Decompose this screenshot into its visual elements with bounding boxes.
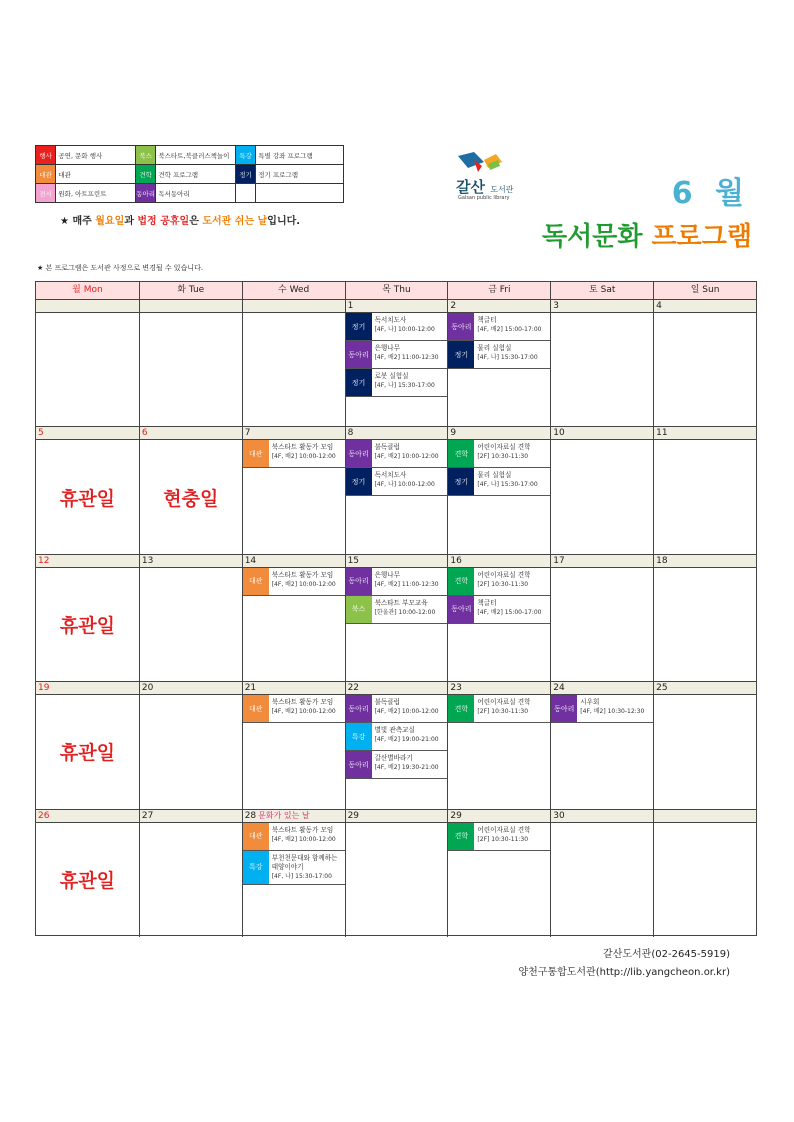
day-number: 29: [346, 810, 448, 823]
legend-badge: 견학: [135, 165, 155, 184]
contact-website: 양천구통합도서관(http://lib.yangcheon.or.kr): [518, 967, 730, 978]
event-title: 별빛 관측교실: [374, 726, 415, 735]
event-type-badge: 북스: [346, 596, 372, 623]
event-type-badge: 정기: [346, 313, 372, 340]
event-body: [474, 440, 530, 467]
legend-badge: 정기: [235, 165, 255, 184]
event-item: [448, 568, 550, 596]
notice-and: 과: [124, 216, 138, 227]
event-info: [4F, 배2] 15:00-17:00: [477, 326, 542, 333]
event-title: 물리 실험실: [477, 471, 512, 480]
event-body: [269, 440, 336, 467]
event-type-badge: 동아리: [346, 440, 372, 467]
event-type-badge: 견학: [448, 823, 474, 850]
event-body: [372, 596, 436, 623]
event-type-badge: 정기: [448, 468, 474, 495]
holiday-label: 휴관일: [59, 742, 115, 765]
event-info: [4F, 배2] 10:00-12:00: [271, 580, 336, 588]
day-number: 23: [448, 682, 550, 695]
day-cell: [36, 300, 139, 426]
event-title: 북스타트 활동가 모임: [271, 570, 334, 579]
event-title: 어린이자료실 견학: [477, 698, 531, 707]
day-number: 20: [140, 682, 242, 695]
event-item: [243, 440, 345, 468]
event-item: [448, 440, 550, 468]
event-title: 부천천문대와 함께하는: [271, 853, 338, 862]
event-title: 북스타트 활동가 모임: [271, 825, 334, 834]
event-info: [4F, 배2] 10:30-12:30: [580, 708, 645, 716]
weekday-header: 수 Wed: [242, 282, 345, 299]
legend-row: [36, 165, 344, 184]
event-type-badge: 대관: [243, 823, 269, 850]
event-type-badge: 동아리: [346, 341, 372, 368]
event-title: 북스타트 부모교육: [374, 598, 428, 607]
event-body: [474, 341, 537, 368]
legend-badge: 특강: [235, 146, 255, 165]
day-number: 24: [551, 682, 653, 695]
event-item: [448, 341, 550, 369]
logo-english: Galsan public library: [458, 195, 510, 201]
holiday-label: 현충일: [163, 487, 219, 510]
event-item: [448, 596, 550, 624]
event-info: [4F, 배2] 10:00-12:00: [271, 708, 336, 716]
notice-closed-day: 도서관 쉬는 날: [202, 216, 268, 227]
day-cell: [139, 555, 242, 681]
holiday-label: 휴관일: [59, 487, 115, 510]
day-cell: [36, 682, 139, 808]
event-type-badge: 대관: [243, 695, 269, 722]
week-row: [36, 810, 756, 937]
day-cell: [345, 300, 448, 426]
legend-text: 대관: [56, 165, 136, 184]
event-title: 물리 실험실: [477, 344, 512, 352]
day-cell: [550, 810, 653, 937]
event-type-badge: 동아리: [346, 695, 372, 722]
event-type-badge: 견학: [448, 568, 474, 595]
event-item: [243, 568, 345, 596]
event-body: [269, 851, 338, 884]
event-type-badge: 동아리: [346, 751, 372, 778]
legend-badge: [235, 184, 255, 203]
day-cell: [242, 555, 345, 681]
notice-prefix: ★ 매주: [60, 216, 96, 227]
event-type-badge: 동아리: [551, 695, 577, 722]
event-title: 어린이자료실 견학: [477, 443, 531, 452]
legend-badge: 대관: [36, 165, 56, 184]
day-number: 11: [654, 427, 756, 440]
day-cell: [447, 682, 550, 808]
event-title: 불독클럽: [374, 698, 401, 707]
holiday-label: 휴관일: [59, 614, 115, 637]
event-body: [474, 823, 530, 850]
event-type-badge: 대관: [243, 568, 269, 595]
day-cell: [139, 810, 242, 937]
event-item: [243, 695, 345, 723]
event-item: [551, 695, 653, 723]
day-cell: [36, 427, 139, 553]
event-item: [346, 695, 448, 723]
event-body: [474, 568, 530, 595]
event-title: 독서치도사: [374, 316, 407, 324]
event-type-badge: 동아리: [448, 313, 474, 340]
day-number: 8: [346, 427, 448, 440]
event-body: [577, 695, 644, 722]
legend-badge: 행사: [36, 146, 56, 165]
event-type-badge: 정기: [448, 341, 474, 368]
event-info: [4F, 배2] 19:00-21:00: [374, 736, 439, 744]
footnote: ★ 본 프로그램은 도서관 사정으로 변경될 수 있습니다.: [37, 264, 204, 272]
day-number: 28 문화가 있는 날: [243, 810, 345, 823]
event-title: 책글터: [477, 598, 497, 607]
legend-text: [256, 184, 344, 203]
legend-badge: 동아리: [135, 184, 155, 203]
day-cell: [242, 427, 345, 553]
event-body: [372, 369, 435, 396]
event-body: [474, 695, 530, 722]
contact-phone: 갈산도서관(02-2645-5919): [603, 949, 730, 960]
event-item: [448, 823, 550, 851]
event-title: 은행나무: [374, 344, 401, 352]
event-title: 어린이자료실 견학: [477, 570, 531, 579]
event-item: [346, 723, 448, 751]
day-cell: [550, 555, 653, 681]
day-cell: [550, 427, 653, 553]
day-number: 4: [654, 300, 756, 313]
legend-row: [36, 184, 344, 203]
day-cell: [447, 427, 550, 553]
day-number: 18: [654, 555, 756, 568]
calendar: [35, 281, 757, 936]
event-title: 은행나무: [374, 570, 401, 579]
event-info: [한울관] 10:00-12:00: [374, 608, 436, 616]
day-number: 7: [243, 427, 345, 440]
event-type-badge: 특강: [346, 723, 372, 750]
day-cell: [139, 682, 242, 808]
day-cell: [345, 555, 448, 681]
weekday-header: 일 Sun: [653, 282, 756, 299]
event-item: [346, 369, 448, 397]
event-body: [372, 695, 439, 722]
event-body: [372, 723, 439, 750]
notice-monday: 월요일: [95, 216, 125, 227]
day-number: 1: [346, 300, 448, 313]
day-number: 5: [36, 427, 139, 440]
event-body: [474, 468, 537, 495]
title-part1: 독서문화: [542, 222, 652, 252]
event-title: 불독클럽: [374, 443, 401, 452]
day-cell: [653, 555, 756, 681]
event-title: 책글터: [477, 316, 497, 324]
day-cell: [36, 810, 139, 937]
day-cell: [653, 427, 756, 553]
day-cell: [345, 810, 448, 937]
week-row: [36, 682, 756, 809]
day-cell: [653, 682, 756, 808]
event-info: [4F, 배2] 10:00-12:00: [374, 453, 439, 461]
day-cell: [550, 300, 653, 426]
day-number: 19: [36, 682, 139, 695]
day-number: 15: [346, 555, 448, 568]
event-title: 갈산별바라기: [374, 754, 413, 763]
week-row: [36, 300, 756, 427]
legend-text: 공연, 문화 행사: [56, 146, 136, 165]
event-body: [269, 568, 336, 595]
event-info: [4F, 나] 15:30-17:00: [477, 481, 538, 489]
day-number: 12: [36, 555, 139, 568]
notice-suffix: 입니다.: [267, 216, 301, 227]
event-info: [4F, 나] 15:30-17:00: [374, 382, 435, 389]
holiday-label: 휴관일: [59, 870, 115, 893]
legend-text: 원화, 아트프린트: [56, 184, 136, 203]
event-title: 시우회: [580, 698, 600, 707]
day-number: 16: [448, 555, 550, 568]
event-title: 로봇 실험실: [374, 372, 409, 380]
event-body: [474, 596, 541, 623]
day-cell: [139, 300, 242, 426]
day-number: 9: [448, 427, 550, 440]
event-item: [243, 823, 345, 851]
day-note: 문화가 있는 날: [258, 810, 310, 820]
weekday-header: 토 Sat: [550, 282, 653, 299]
event-item: [346, 440, 448, 468]
event-body: [474, 313, 541, 340]
event-body: [372, 468, 435, 495]
event-info: [4F, 배2] 11:00-12:30: [374, 580, 439, 588]
event-item: [346, 468, 448, 496]
weekday-header: 월 Mon: [72, 285, 103, 295]
weekday-header: 목 Thu: [345, 282, 448, 299]
event-item: [346, 596, 448, 624]
weekday-header: 화 Tue: [139, 282, 242, 299]
event-title-line2: 태양이야기: [271, 862, 304, 871]
day-number: 27: [140, 810, 242, 823]
day-cell: [550, 682, 653, 808]
week-row: [36, 427, 756, 554]
day-number: 3: [551, 300, 653, 313]
day-number: [654, 810, 756, 823]
day-number: 13: [140, 555, 242, 568]
contact-info: [518, 946, 730, 982]
event-info: [2F] 10:30-11:30: [477, 835, 529, 843]
legend-text: 특별 강좌 프로그램: [256, 146, 344, 165]
event-title: 독서치도사: [374, 471, 407, 480]
weekday-header: 금 Fri: [447, 282, 550, 299]
event-item: [346, 751, 448, 779]
legend-text: 정기 프로그램: [256, 165, 344, 184]
event-info: [2F] 10:30-11:30: [477, 708, 529, 716]
legend-row: [36, 146, 344, 165]
week-row: [36, 555, 756, 682]
event-body: [372, 751, 439, 778]
logo-name: 갈산: [456, 178, 485, 196]
day-cell: [653, 810, 756, 937]
title-part2: 프로그램: [651, 222, 752, 252]
page-title: [542, 216, 752, 253]
legend-text: 견학 프로그램: [156, 165, 236, 184]
legend-badge: 전시: [36, 184, 56, 203]
event-info: [4F, 배2] 10:00-12:00: [374, 708, 439, 716]
day-cell: [447, 300, 550, 426]
day-cell: [139, 427, 242, 553]
day-cell: [653, 300, 756, 426]
event-item: [448, 313, 550, 341]
event-item: [346, 568, 448, 596]
day-number: 26: [36, 810, 139, 823]
event-item: [448, 695, 550, 723]
day-cell: [242, 300, 345, 426]
event-type-badge: 동아리: [448, 596, 474, 623]
event-body: [269, 695, 336, 722]
event-item: [346, 313, 448, 341]
legend-badge: 북스: [135, 146, 155, 165]
legend-text: 북스타트,북클러스책놀이: [156, 146, 236, 165]
event-info: [2F] 10:30-11:30: [477, 580, 529, 588]
event-title: 북스타트 활동가 모임: [271, 698, 334, 707]
event-type-badge: 동아리: [346, 568, 372, 595]
day-number: 29: [448, 810, 550, 823]
notice-is: 은: [189, 216, 203, 227]
event-item: [448, 468, 550, 496]
event-info: [4F, 배2] 15:00-17:00: [477, 608, 542, 616]
day-cell: [447, 555, 550, 681]
legend-text: 독서동아리: [156, 184, 236, 203]
event-body: [372, 440, 439, 467]
day-number: 21: [243, 682, 345, 695]
event-info: [4F, 나] 15:30-17:00: [477, 354, 538, 361]
day-cell: [345, 682, 448, 808]
event-title: 북스타트 활동가 모임: [271, 443, 334, 452]
event-info: [4F, 배2] 19:30-21:00: [374, 764, 439, 772]
month-label: 6 월: [671, 176, 750, 211]
day-number: 6: [140, 427, 242, 440]
event-info: [4F, 나] 15:30-17:00: [271, 872, 332, 880]
day-cell: [242, 682, 345, 808]
day-number: 17: [551, 555, 653, 568]
event-body: [372, 341, 439, 368]
event-item: [346, 341, 448, 369]
day-cell: [36, 555, 139, 681]
day-number: [140, 300, 242, 313]
event-info: [4F, 배2] 10:00-12:00: [271, 835, 336, 843]
day-cell: [447, 810, 550, 937]
day-number: [36, 300, 139, 313]
day-number: 14: [243, 555, 345, 568]
closing-notice: [60, 212, 300, 227]
event-info: [2F] 10:30-11:30: [477, 453, 529, 461]
event-type-badge: 대관: [243, 440, 269, 467]
event-body: [372, 313, 435, 340]
event-info: [4F, 나] 10:00-12:00: [374, 326, 435, 333]
event-info: [4F, 나] 10:00-12:00: [374, 481, 435, 489]
library-logo: [448, 150, 528, 208]
day-number: 30: [551, 810, 653, 823]
event-type-badge: 정기: [346, 468, 372, 495]
event-type-badge: 견학: [448, 695, 474, 722]
event-info: [4F, 배2] 10:00-12:00: [271, 453, 336, 461]
event-info: [4F, 배2] 11:00-12:30: [374, 354, 439, 361]
event-body: [269, 823, 336, 850]
legend-table: [35, 145, 344, 203]
weekday-header-row: [36, 282, 756, 300]
logo-suffix: 도서관: [490, 185, 514, 194]
event-type-badge: 특강: [243, 851, 269, 884]
day-number: 22: [346, 682, 448, 695]
day-number: [243, 300, 345, 313]
day-cell: [242, 810, 345, 937]
notice-holiday: 법정 공휴일: [137, 216, 190, 227]
event-body: [372, 568, 439, 595]
day-number: 10: [551, 427, 653, 440]
event-item: [243, 851, 345, 885]
day-number: 25: [654, 682, 756, 695]
day-cell: [345, 427, 448, 553]
day-number: 2: [448, 300, 550, 313]
event-title: 어린이자료실 견학: [477, 825, 531, 834]
event-type-badge: 견학: [448, 440, 474, 467]
event-type-badge: 정기: [346, 369, 372, 396]
